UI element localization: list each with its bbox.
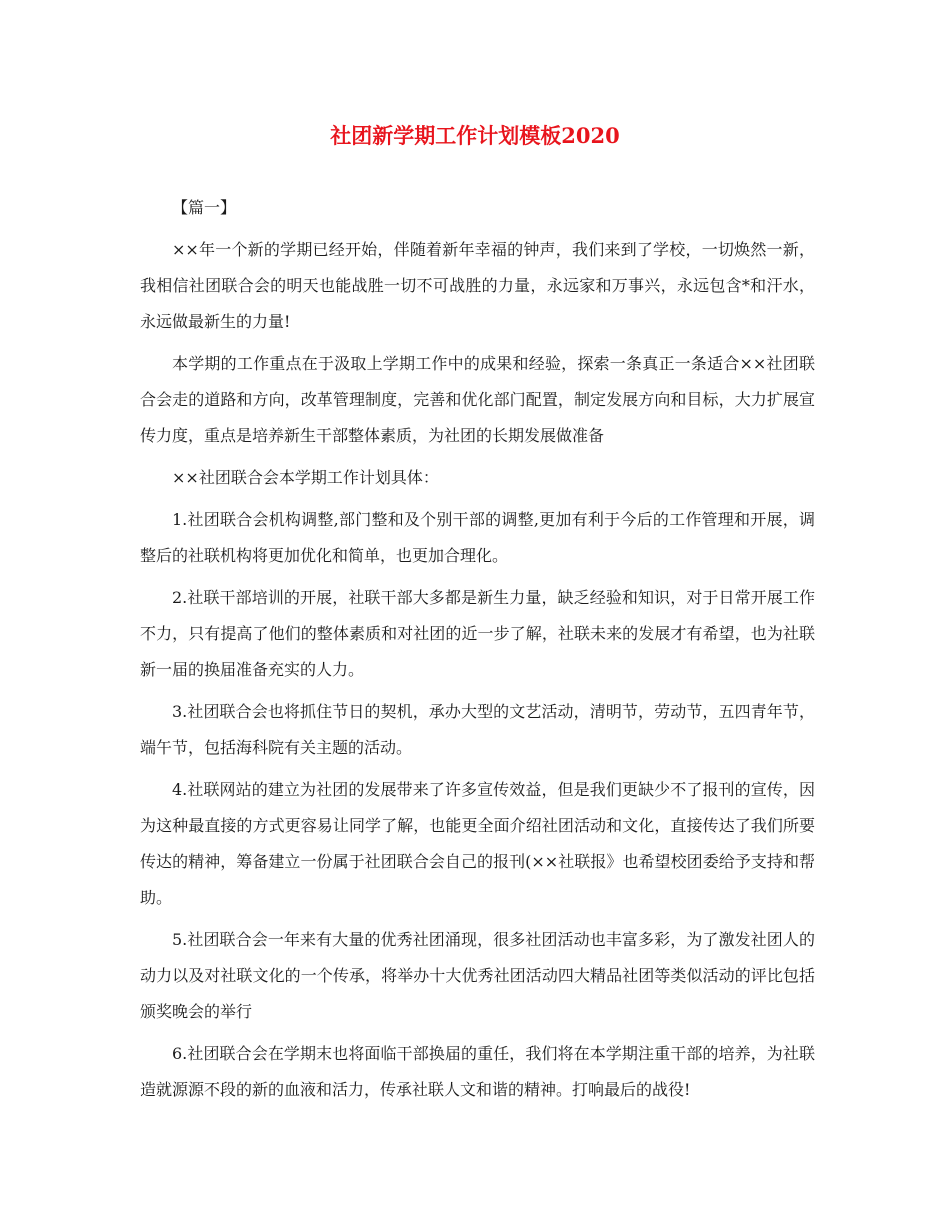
paragraph-focus: 本学期的工作重点在于汲取上学期工作中的成果和经验，探索一条真正一条适合××社团联合会走的道路和方向，改革管理制度，完善和优化部门配置，制定发展方向和目标，大力扩展宣传力度，重点是培养新生干部整体素质，为社团的长期发展做准备 [140, 354, 815, 445]
list-item-4: 4.社联网站的建立为社团的发展带来了许多宣传效益，但是我们更缺少不了报刊的宣传，因为这种最直接的方式更容易让同学了解，也能更全面介绍社团活动和文化，直接传达了我们所要传达的精神，筹备建立一份属于社团联合会自己的报刊(××社联报》也希望校团委给予支持和帮助。 [140, 780, 815, 907]
list-item-1: 1.社团联合会机构调整,部门整和及个别干部的调整,更加有利于今后的工作管理和开展，调整后的社联机构将更加优化和简单，也更加合理化。 [140, 510, 815, 565]
list-item-3: 3.社团联合会也将抓住节日的契机，承办大型的文艺活动，清明节，劳动节，五四青年节，端午节，包括海科院有关主题的活动。 [140, 702, 815, 757]
list-item-2: 2.社联干部培训的开展，社联干部大多都是新生力量，缺乏经验和知识，对于日常开展工作不力，只有提高了他们的整体素质和对社团的近一步了解，社联未来的发展才有希望，也为社联新一届的换届准备充实的人力。 [140, 588, 815, 679]
paragraph-plan-lead: ××社团联合会本学期工作计划具体： [172, 468, 439, 487]
list-item-6: 6.社团联合会在学期末也将面临干部换届的重任，我们将在本学期注重干部的培养，为社联造就源源不段的新的血液和活力，传承社联人文和谐的精神。打响最后的战役! [140, 1044, 815, 1099]
section-heading: 【篇一】 [172, 198, 237, 217]
paragraph-intro: ××年一个新的学期已经开始，伴随着新年幸福的钟声，我们来到了学校，一切焕然一新，我相信社团联合会的明天也能战胜一切不可战胜的力量，永远家和万事兴，永远包含*和汗水，永远做最新生的力量! [140, 240, 815, 331]
list-item-5: 5.社团联合会一年来有大量的优秀社团涌现，很多社团活动也丰富多彩，为了激发社团人的动力以及对社联文化的一个传承，将举办十大优秀社团活动四大精品社团等类似活动的评比包括颁奖晚会的举行 [140, 930, 815, 1021]
document-title: 社团新学期工作计划模板2020 [330, 123, 620, 148]
document-body [140, 190, 815, 1114]
